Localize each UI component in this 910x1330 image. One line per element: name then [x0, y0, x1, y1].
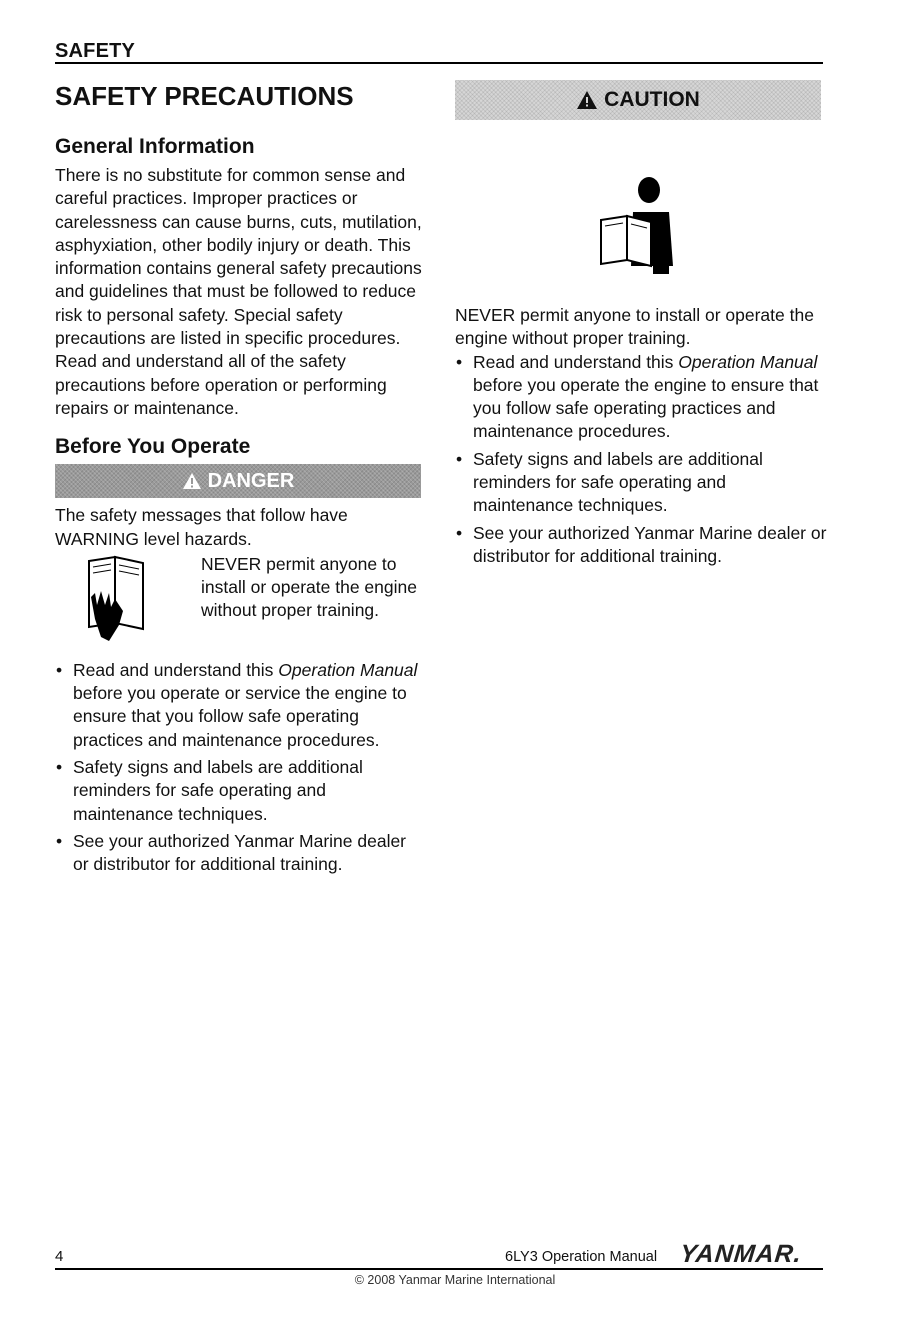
manual-name: 6LY3 Operation Manual [505, 1249, 658, 1265]
footer-rule [55, 1268, 823, 1270]
never-permit-text: NEVER permit anyone to install or operate the engine without proper training. [201, 553, 417, 621]
general-information-text: There is no substitute for common sense and careful practices. Improper practices or carelessness can cause burns, cuts, mutilation, asphyxiation, other bodily injury or death. This information contains general safety precautions and guidelines that must be followed to reduce risk to personal safety. Special safety precautions are listed in specific procedures. Read and understand all of the safety precautions before operation or performing repairs or maintenance. [55, 165, 422, 418]
list-item: • Read and understand this Operation Manual before you operate the engine to ensure that you follow safe operating practices and maintenance procedures. [455, 351, 830, 444]
caution-label: CAUTION [604, 88, 700, 111]
page-title: SAFETY PRECAUTIONS [55, 81, 354, 111]
warning-triangle-icon [576, 90, 598, 110]
page-number: 4 [55, 1248, 64, 1265]
list-item: • Safety signs and labels are additional reminders for safe operating and maintenance techniques. [455, 448, 830, 518]
caution-banner [455, 80, 821, 120]
list-item: • Read and understand this Operation Manual before you operate or service the engine to ensure that you follow safe operating practices and maintenance procedures. [55, 659, 425, 752]
danger-banner [55, 464, 421, 498]
brand-logo: YANMAR. [678, 1240, 804, 1268]
right-bullet-list [455, 351, 830, 569]
warning-triangle-icon [182, 472, 202, 490]
danger-label: DANGER [207, 469, 295, 492]
read-manual-icon [81, 553, 201, 643]
section-label: SAFETY [55, 40, 136, 62]
before-you-operate-heading: Before You Operate [55, 435, 251, 459]
copyright-text: © 2008 Yanmar Marine International [354, 1273, 556, 1287]
list-item: • Safety signs and labels are additional reminders for safe operating and maintenance techniques. [55, 756, 425, 826]
list-item: • See your authorized Yanmar Marine dealer or distributor for additional training. [455, 522, 830, 569]
general-information-heading: General Information [55, 135, 255, 158]
manual-warning-row [55, 553, 425, 643]
warning-intro-text: The safety messages that follow have WARNING level hazards. [55, 505, 348, 549]
person-reading-manual-icon [583, 176, 703, 276]
list-item: • See your authorized Yanmar Marine dealer or distributor for additional training. [55, 830, 425, 877]
header-rule [55, 62, 823, 64]
left-column [55, 80, 425, 881]
never-permit-text: NEVER permit anyone to install or operate the engine without proper training. [455, 305, 814, 349]
left-bullet-list [55, 659, 425, 877]
right-column [455, 80, 830, 572]
